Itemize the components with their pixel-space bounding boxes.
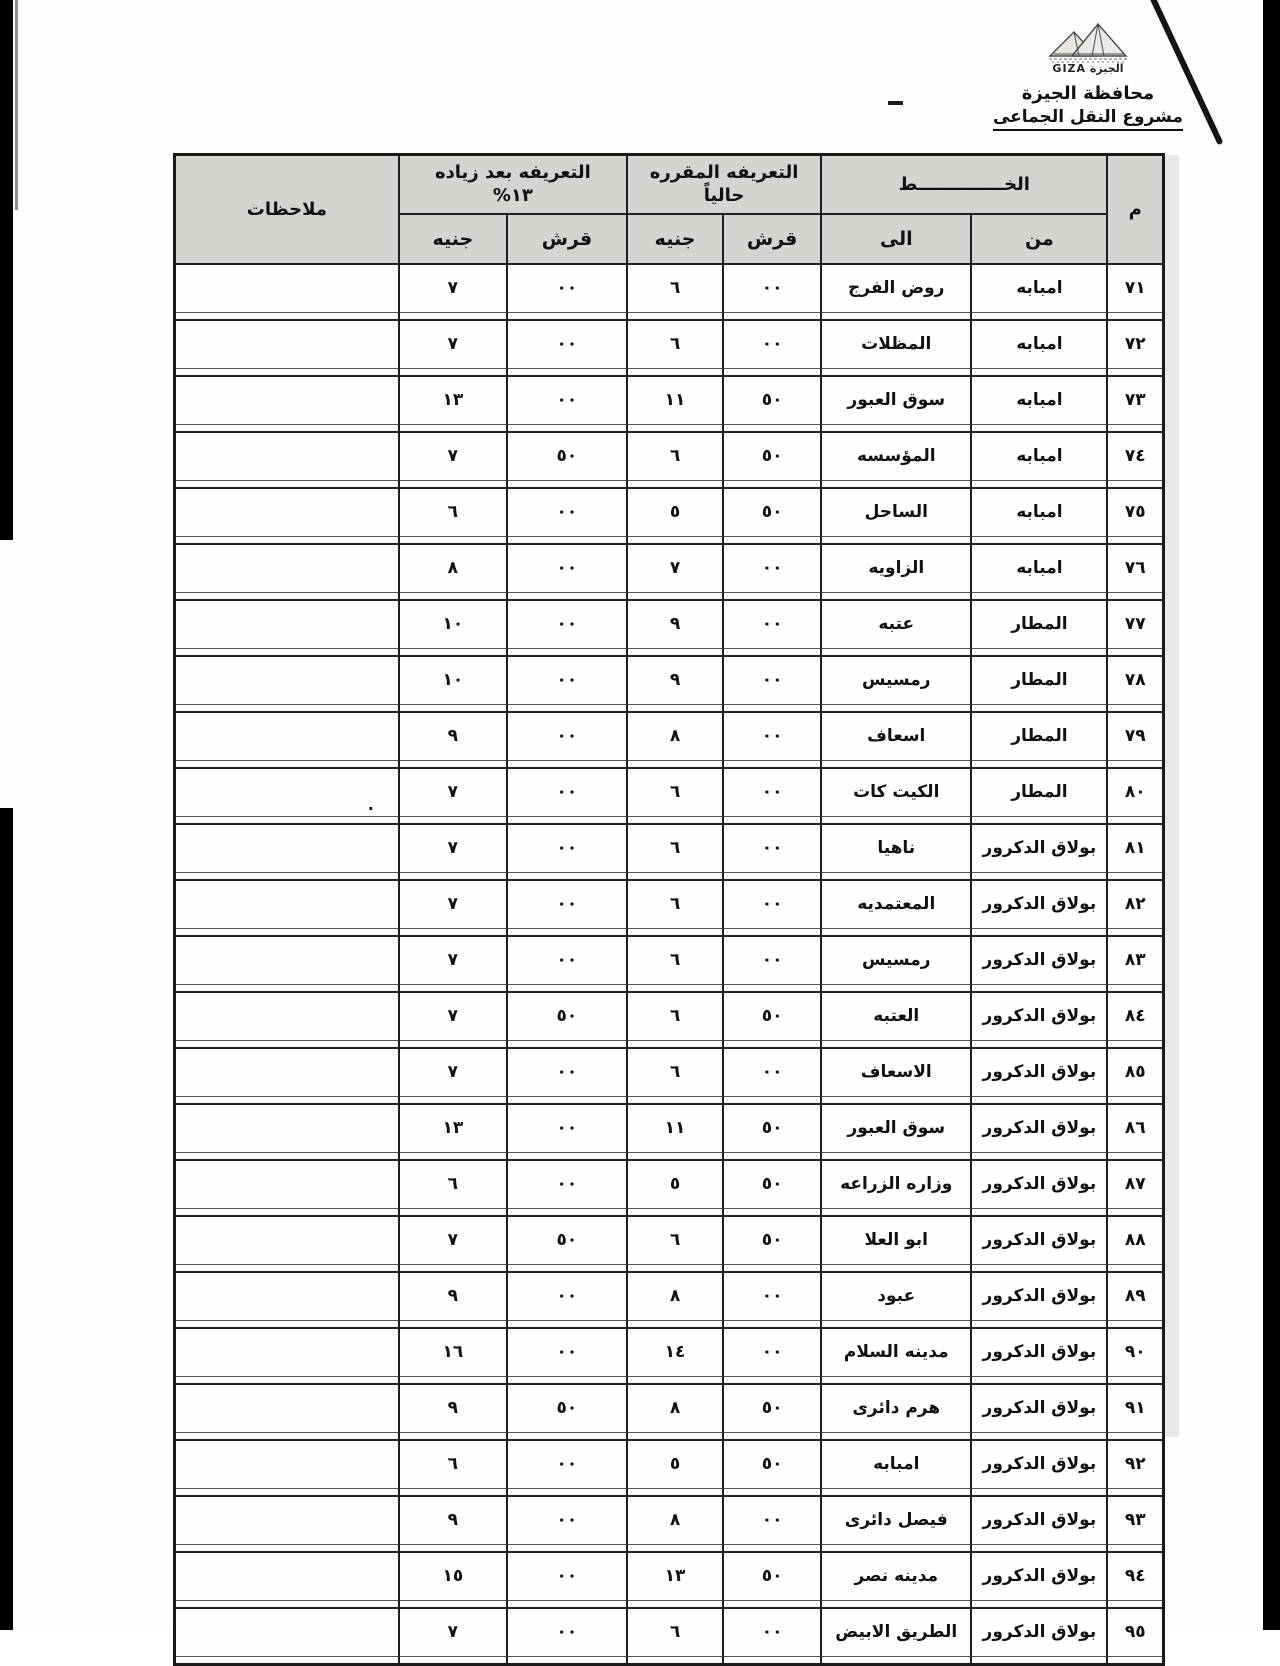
row-from: بولاق الدكرور — [971, 880, 1107, 936]
row-increased-genih: ٧ — [399, 824, 507, 880]
row-increased-genih: ٧ — [399, 1608, 507, 1665]
row-current-genih: ٨ — [627, 712, 723, 768]
row-notes — [175, 1104, 399, 1160]
col-header-line-group: الخــــــــــــــط — [821, 155, 1107, 215]
row-to: الكيت كات — [821, 768, 971, 824]
row-current-qirsh: ٠٠ — [723, 712, 821, 768]
row-to: روض الفرج — [821, 264, 971, 320]
table-row — [175, 1608, 1164, 1665]
row-current-qirsh: ٠٠ — [723, 544, 821, 600]
row-serial: ٩٠ — [1107, 1328, 1163, 1384]
row-increased-genih: ٧ — [399, 320, 507, 376]
row-from: بولاق الدكرور — [971, 1384, 1107, 1440]
row-from: المطار — [971, 600, 1107, 656]
table-body — [175, 264, 1164, 1665]
row-to: الزاويه — [821, 544, 971, 600]
scan-edge-left-top — [0, 0, 13, 540]
col-header-current-qirsh: قرش — [723, 214, 821, 264]
fare-table — [173, 153, 1165, 1666]
row-increased-qirsh: ٠٠ — [507, 712, 627, 768]
row-notes — [175, 1272, 399, 1328]
row-from: بولاق الدكرور — [971, 824, 1107, 880]
row-current-genih: ٨ — [627, 1272, 723, 1328]
scan-shadow-strip — [1165, 155, 1179, 1437]
row-serial: ٨٤ — [1107, 992, 1163, 1048]
row-from: امبابه — [971, 544, 1107, 600]
row-current-qirsh: ٠٠ — [723, 320, 821, 376]
row-current-qirsh: ٠٠ — [723, 1496, 821, 1552]
row-notes — [175, 880, 399, 936]
table-row — [175, 824, 1164, 880]
row-current-genih: ٧ — [627, 544, 723, 600]
col-header-to: الى — [821, 214, 971, 264]
row-to: هرم دائرى — [821, 1384, 971, 1440]
row-current-genih: ٥ — [627, 488, 723, 544]
row-current-qirsh: ٠٠ — [723, 936, 821, 992]
row-increased-qirsh: ٠٠ — [507, 1104, 627, 1160]
row-current-qirsh: ٥٠ — [723, 1384, 821, 1440]
row-current-genih: ٩ — [627, 656, 723, 712]
row-notes — [175, 656, 399, 712]
row-current-qirsh: ٠٠ — [723, 1272, 821, 1328]
row-from: بولاق الدكرور — [971, 1272, 1107, 1328]
row-notes — [175, 600, 399, 656]
row-serial: ٨١ — [1107, 824, 1163, 880]
row-increased-genih: ٩ — [399, 1496, 507, 1552]
row-serial: ٨٥ — [1107, 1048, 1163, 1104]
row-serial: ٧٤ — [1107, 432, 1163, 488]
row-from: امبابه — [971, 432, 1107, 488]
row-increased-genih: ١٣ — [399, 1104, 507, 1160]
row-serial: ٨٢ — [1107, 880, 1163, 936]
row-serial: ٨٧ — [1107, 1160, 1163, 1216]
row-to: العتبه — [821, 992, 971, 1048]
row-to: الاسعاف — [821, 1048, 971, 1104]
row-increased-genih: ٧ — [399, 936, 507, 992]
scan-edge-right — [1263, 0, 1280, 1630]
row-from: بولاق الدكرور — [971, 1328, 1107, 1384]
col-header-from: من — [971, 214, 1107, 264]
table-row — [175, 488, 1164, 544]
row-increased-qirsh: ٠٠ — [507, 488, 627, 544]
row-to: مدينه السلام — [821, 1328, 971, 1384]
row-increased-genih: ٩ — [399, 1384, 507, 1440]
increased-tariff-line2: %١٣ — [492, 184, 533, 206]
row-serial: ٨٨ — [1107, 1216, 1163, 1272]
row-notes — [175, 1384, 399, 1440]
row-from: المطار — [971, 768, 1107, 824]
row-to: اسعاف — [821, 712, 971, 768]
row-current-genih: ٦ — [627, 824, 723, 880]
row-current-qirsh: ٠٠ — [723, 1048, 821, 1104]
row-to: المظلات — [821, 320, 971, 376]
row-notes — [175, 1160, 399, 1216]
row-serial: ٧٩ — [1107, 712, 1163, 768]
row-notes — [175, 936, 399, 992]
table-row — [175, 1160, 1164, 1216]
row-current-qirsh: ٠٠ — [723, 656, 821, 712]
row-from: بولاق الدكرور — [971, 1104, 1107, 1160]
table-row — [175, 1328, 1164, 1384]
row-current-genih: ١١ — [627, 376, 723, 432]
row-serial: ٩٥ — [1107, 1608, 1163, 1665]
row-serial: ٧٨ — [1107, 656, 1163, 712]
row-current-genih: ١٣ — [627, 1552, 723, 1608]
row-from: المطار — [971, 656, 1107, 712]
pyramids-logo-icon — [1046, 18, 1130, 64]
col-header-increased-genih: جنيه — [399, 214, 507, 264]
row-to: رمسيس — [821, 656, 971, 712]
row-current-genih: ٦ — [627, 1048, 723, 1104]
row-increased-genih: ٦ — [399, 1440, 507, 1496]
row-increased-qirsh: ٠٠ — [507, 880, 627, 936]
row-from: امبابه — [971, 320, 1107, 376]
col-header-increased-tariff-group — [399, 155, 627, 215]
row-to: المعتمديه — [821, 880, 971, 936]
row-current-genih: ٥ — [627, 1160, 723, 1216]
current-tariff-line1: التعريفه المقرره — [649, 162, 799, 183]
row-current-genih: ٦ — [627, 936, 723, 992]
row-current-qirsh: ٥٠ — [723, 1104, 821, 1160]
row-to: الساحل — [821, 488, 971, 544]
row-increased-genih: ٦ — [399, 488, 507, 544]
row-notes — [175, 1216, 399, 1272]
row-increased-genih: ٩ — [399, 712, 507, 768]
row-notes — [175, 264, 399, 320]
col-header-increased-qirsh: قرش — [507, 214, 627, 264]
row-current-qirsh: ٥٠ — [723, 1216, 821, 1272]
row-increased-genih: ٩ — [399, 1272, 507, 1328]
row-serial: ٧٢ — [1107, 320, 1163, 376]
table-row — [175, 1440, 1164, 1496]
table-row — [175, 1048, 1164, 1104]
row-serial: ٨٦ — [1107, 1104, 1163, 1160]
row-from: بولاق الدكرور — [971, 1048, 1107, 1104]
row-serial: ٩٤ — [1107, 1552, 1163, 1608]
table-row — [175, 1552, 1164, 1608]
row-current-genih: ٦ — [627, 992, 723, 1048]
row-notes — [175, 1496, 399, 1552]
row-from: بولاق الدكرور — [971, 1552, 1107, 1608]
col-header-serial: م — [1107, 155, 1163, 265]
table-row — [175, 600, 1164, 656]
row-notes — [175, 1608, 399, 1665]
row-increased-genih: ٧ — [399, 264, 507, 320]
row-from: بولاق الدكرور — [971, 992, 1107, 1048]
row-increased-qirsh: ٠٠ — [507, 1608, 627, 1665]
row-serial: ٧٦ — [1107, 544, 1163, 600]
row-current-genih: ٦ — [627, 320, 723, 376]
row-increased-qirsh: ٠٠ — [507, 264, 627, 320]
row-notes — [175, 376, 399, 432]
row-from: بولاق الدكرور — [971, 1440, 1107, 1496]
row-from: امبابه — [971, 376, 1107, 432]
row-increased-qirsh: ٥٠ — [507, 1216, 627, 1272]
governorate-title: محافظة الجيزة — [1021, 83, 1155, 104]
row-increased-qirsh: ٠٠ — [507, 1552, 627, 1608]
dash-mark — [888, 101, 903, 105]
table-row — [175, 376, 1164, 432]
table-row — [175, 320, 1164, 376]
current-tariff-line2: حالياً — [703, 184, 745, 206]
row-from: المطار — [971, 712, 1107, 768]
row-increased-genih: ١٥ — [399, 1552, 507, 1608]
row-current-qirsh: ٥٠ — [723, 488, 821, 544]
table-row — [175, 936, 1164, 992]
row-increased-qirsh: ٠٠ — [507, 544, 627, 600]
table-row — [175, 712, 1164, 768]
table-row — [175, 992, 1164, 1048]
col-header-current-genih: جنيه — [627, 214, 723, 264]
table-row — [175, 544, 1164, 600]
row-increased-genih: ١٠ — [399, 600, 507, 656]
row-to: المؤسسه — [821, 432, 971, 488]
row-from: امبابه — [971, 264, 1107, 320]
row-to: ابو العلا — [821, 1216, 971, 1272]
table-row — [175, 264, 1164, 320]
row-serial: ٧٥ — [1107, 488, 1163, 544]
row-increased-genih: ٧ — [399, 880, 507, 936]
row-serial: ٩٣ — [1107, 1496, 1163, 1552]
row-increased-genih: ٦ — [399, 1160, 507, 1216]
row-increased-qirsh: ٥٠ — [507, 1384, 627, 1440]
row-notes — [175, 712, 399, 768]
table-row — [175, 880, 1164, 936]
row-increased-genih: ٧ — [399, 1216, 507, 1272]
row-serial: ٩٢ — [1107, 1440, 1163, 1496]
row-increased-qirsh: ٥٠ — [507, 432, 627, 488]
row-from: بولاق الدكرور — [971, 1160, 1107, 1216]
row-increased-qirsh: ٠٠ — [507, 1440, 627, 1496]
row-to: سوق العبور — [821, 1104, 971, 1160]
row-increased-qirsh: ٠٠ — [507, 376, 627, 432]
table-row — [175, 1496, 1164, 1552]
table-row — [175, 1216, 1164, 1272]
row-to: ناهيا — [821, 824, 971, 880]
row-current-qirsh: ٠٠ — [723, 600, 821, 656]
row-current-genih: ٨ — [627, 1496, 723, 1552]
row-from: بولاق الدكرور — [971, 1608, 1107, 1665]
table-row — [175, 768, 1164, 824]
row-notes — [175, 488, 399, 544]
row-from: بولاق الدكرور — [971, 1216, 1107, 1272]
logo-caption: الجيزة GIZA — [1052, 62, 1124, 75]
row-from: بولاق الدكرور — [971, 936, 1107, 992]
row-current-genih: ٦ — [627, 1608, 723, 1665]
table-row — [175, 432, 1164, 488]
row-increased-genih: ٧ — [399, 768, 507, 824]
row-increased-genih: ١٣ — [399, 376, 507, 432]
row-to: عبود — [821, 1272, 971, 1328]
scan-gray-line — [15, 0, 18, 210]
row-current-qirsh: ٥٠ — [723, 1440, 821, 1496]
row-increased-genih: ١٦ — [399, 1328, 507, 1384]
row-increased-qirsh: ٠٠ — [507, 1496, 627, 1552]
row-increased-qirsh: ٠٠ — [507, 1160, 627, 1216]
row-increased-genih: ٧ — [399, 432, 507, 488]
row-current-genih: ٦ — [627, 768, 723, 824]
row-to: فيصل دائرى — [821, 1496, 971, 1552]
row-notes: . — [175, 768, 399, 824]
table-row — [175, 1104, 1164, 1160]
row-to: الطريق الابيض — [821, 1608, 971, 1665]
row-to: رمسيس — [821, 936, 971, 992]
col-header-current-tariff-group — [627, 155, 821, 215]
row-notes — [175, 1048, 399, 1104]
row-current-qirsh: ٥٠ — [723, 432, 821, 488]
row-increased-qirsh: ٥٠ — [507, 992, 627, 1048]
row-from: بولاق الدكرور — [971, 1496, 1107, 1552]
row-current-qirsh: ٠٠ — [723, 264, 821, 320]
row-current-genih: ١٤ — [627, 1328, 723, 1384]
row-notes — [175, 992, 399, 1048]
row-current-genih: ٦ — [627, 432, 723, 488]
row-increased-qirsh: ٠٠ — [507, 320, 627, 376]
row-to: وزاره الزراعه — [821, 1160, 971, 1216]
row-current-qirsh: ٥٠ — [723, 992, 821, 1048]
increased-tariff-line1: التعريفه بعد زياده — [434, 162, 591, 183]
row-current-qirsh: ٥٠ — [723, 376, 821, 432]
col-header-notes: ملاحظات — [175, 155, 399, 265]
row-increased-genih: ٧ — [399, 1048, 507, 1104]
row-notes — [175, 824, 399, 880]
row-serial: ٨٠ — [1107, 768, 1163, 824]
row-increased-qirsh: ٠٠ — [507, 600, 627, 656]
table-row — [175, 1384, 1164, 1440]
row-notes — [175, 1440, 399, 1496]
row-current-qirsh: ٥٠ — [723, 1552, 821, 1608]
row-from: امبابه — [971, 488, 1107, 544]
row-current-qirsh: ٥٠ — [723, 1160, 821, 1216]
row-current-genih: ١١ — [627, 1104, 723, 1160]
row-increased-qirsh: ٠٠ — [507, 824, 627, 880]
row-increased-genih: ٨ — [399, 544, 507, 600]
row-current-genih: ٦ — [627, 264, 723, 320]
row-to: امبابه — [821, 1440, 971, 1496]
row-current-genih: ٩ — [627, 600, 723, 656]
row-current-genih: ٦ — [627, 1216, 723, 1272]
row-current-genih: ٨ — [627, 1384, 723, 1440]
row-serial: ٩١ — [1107, 1384, 1163, 1440]
table-row — [175, 1272, 1164, 1328]
row-to: عتبه — [821, 600, 971, 656]
row-current-qirsh: ٠٠ — [723, 824, 821, 880]
row-current-qirsh: ٠٠ — [723, 880, 821, 936]
scan-edge-left-bottom — [0, 808, 13, 1630]
row-to: سوق العبور — [821, 376, 971, 432]
table-row — [175, 656, 1164, 712]
row-current-genih: ٥ — [627, 1440, 723, 1496]
row-current-genih: ٦ — [627, 880, 723, 936]
row-increased-qirsh: ٠٠ — [507, 1048, 627, 1104]
row-increased-qirsh: ٠٠ — [507, 936, 627, 992]
row-current-qirsh: ٠٠ — [723, 768, 821, 824]
row-serial: ٧١ — [1107, 264, 1163, 320]
row-notes — [175, 320, 399, 376]
letterhead — [993, 18, 1183, 131]
row-serial: ٨٣ — [1107, 936, 1163, 992]
row-to: مدينه نصر — [821, 1552, 971, 1608]
row-notes — [175, 1328, 399, 1384]
row-increased-genih: ١٠ — [399, 656, 507, 712]
project-title: مشروع النقل الجماعى — [993, 107, 1183, 131]
row-notes — [175, 1552, 399, 1608]
giza-logo — [993, 18, 1183, 75]
row-serial: ٧٣ — [1107, 376, 1163, 432]
row-increased-qirsh: ٠٠ — [507, 1328, 627, 1384]
row-notes — [175, 432, 399, 488]
row-notes — [175, 544, 399, 600]
row-current-qirsh: ٠٠ — [723, 1328, 821, 1384]
row-increased-qirsh: ٠٠ — [507, 656, 627, 712]
row-increased-qirsh: ٠٠ — [507, 768, 627, 824]
row-current-qirsh: ٠٠ — [723, 1608, 821, 1665]
row-increased-qirsh: ٠٠ — [507, 1272, 627, 1328]
row-serial: ٧٧ — [1107, 600, 1163, 656]
row-serial: ٨٩ — [1107, 1272, 1163, 1328]
row-increased-genih: ٧ — [399, 992, 507, 1048]
